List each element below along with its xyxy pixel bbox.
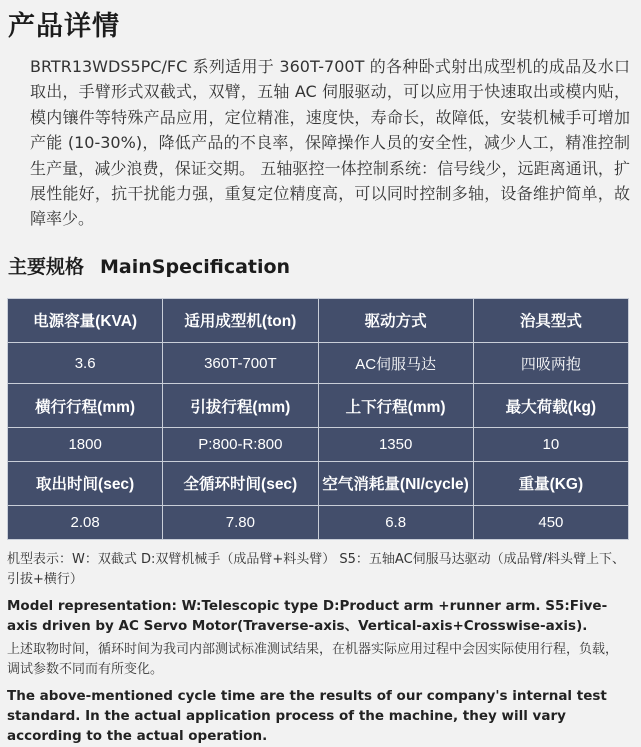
spec-header-cell: 治具型式 — [473, 299, 628, 343]
spec-header-cell: 全循环时间(sec) — [163, 462, 318, 506]
table-row — [8, 428, 629, 462]
spec-header-cell: 横行行程(mm) — [8, 384, 163, 428]
table-row — [8, 299, 629, 343]
table-row — [8, 462, 629, 506]
spec-header-cell: 电源容量(KVA) — [8, 299, 163, 343]
spec-value-cell: 10 — [473, 428, 628, 462]
spec-value-cell: 四吸两抱 — [473, 342, 628, 384]
spec-value-cell: AC伺服马达 — [318, 342, 473, 384]
table-row — [8, 505, 629, 539]
spec-value-cell: 360T-700T — [163, 342, 318, 384]
spec-table — [7, 298, 629, 540]
table-row — [8, 342, 629, 384]
spec-header-cell: 重量(KG) — [473, 462, 628, 506]
spec-header-cell: 驱动方式 — [318, 299, 473, 343]
spec-value-cell: 6.8 — [318, 505, 473, 539]
model-note-cn: 机型表示：W：双截式 D:双臂机械手（成品臂+料头臂） S5：五轴AC伺服马达驱动（成品臂/料头臂上下、引拔+横行） — [7, 552, 626, 587]
spec-header-cell: 引拔行程(mm) — [163, 384, 318, 428]
spec-value-cell: 3.6 — [8, 342, 163, 384]
page-title: 产品详情 — [8, 11, 120, 42]
spec-header-cell: 上下行程(mm) — [318, 384, 473, 428]
spec-value-cell: 1350 — [318, 428, 473, 462]
spec-heading-cn: 主要规格 — [8, 256, 85, 278]
spec-value-cell: 7.80 — [163, 505, 318, 539]
spec-heading-en: MainSpecification — [100, 256, 291, 278]
cycle-note-en: The above-mentioned cycle time are the results of our company's internal test standard. In the actual application process of the machine, they will vary according to the actual operation. — [7, 688, 607, 744]
spec-value-cell: P:800-R:800 — [163, 428, 318, 462]
spec-value-cell: 1800 — [8, 428, 163, 462]
cycle-note-cn: 上述取物时间，循环时间为我司内部测试标准测试结果，在机器实际应用过程中会因实际使用行程，负载，调试参数不同而有所变化。 — [7, 642, 619, 677]
table-row — [8, 384, 629, 428]
spec-header-cell: 最大荷载(kg) — [473, 384, 628, 428]
product-description: BRTR13WDS5PC/FC 系列适用于 360T-700T 的各种卧式射出成型机的成品及水口取出，手臂形式双截式，双臂，五轴 AC 伺服驱动，可以应用于快速取出或模内贴，模内镶件等特殊产品应用，定位精准，速度快，寿命长，故障低，安装机械手可增加产能 (10-30%)，降低产品的不良率，保障操作人员的安全性，减少人工，精准控制生产量，减少浪费，保证交期。 五轴驱控一体控制系统：信号线少，远距离通讯，扩展性能好，抗干扰能力强，重复定位精度高，可以同时控制多轴，设备维护简单，故障率少。 — [30, 57, 630, 229]
spec-value-cell: 2.08 — [8, 505, 163, 539]
spec-header-cell: 空气消耗量(NI/cycle) — [318, 462, 473, 506]
spec-value-cell: 450 — [473, 505, 628, 539]
spec-heading — [8, 252, 290, 279]
spec-header-cell: 适用成型机(ton) — [163, 299, 318, 343]
spec-header-cell: 取出时间(sec) — [8, 462, 163, 506]
model-note-en: Model representation: W:Telescopic type D:Product arm +runner arm. S5:Five-axis driven by AC Servo Motor(Traverse-axis、Vertical-axis+Crosswise-axis). — [7, 598, 608, 634]
